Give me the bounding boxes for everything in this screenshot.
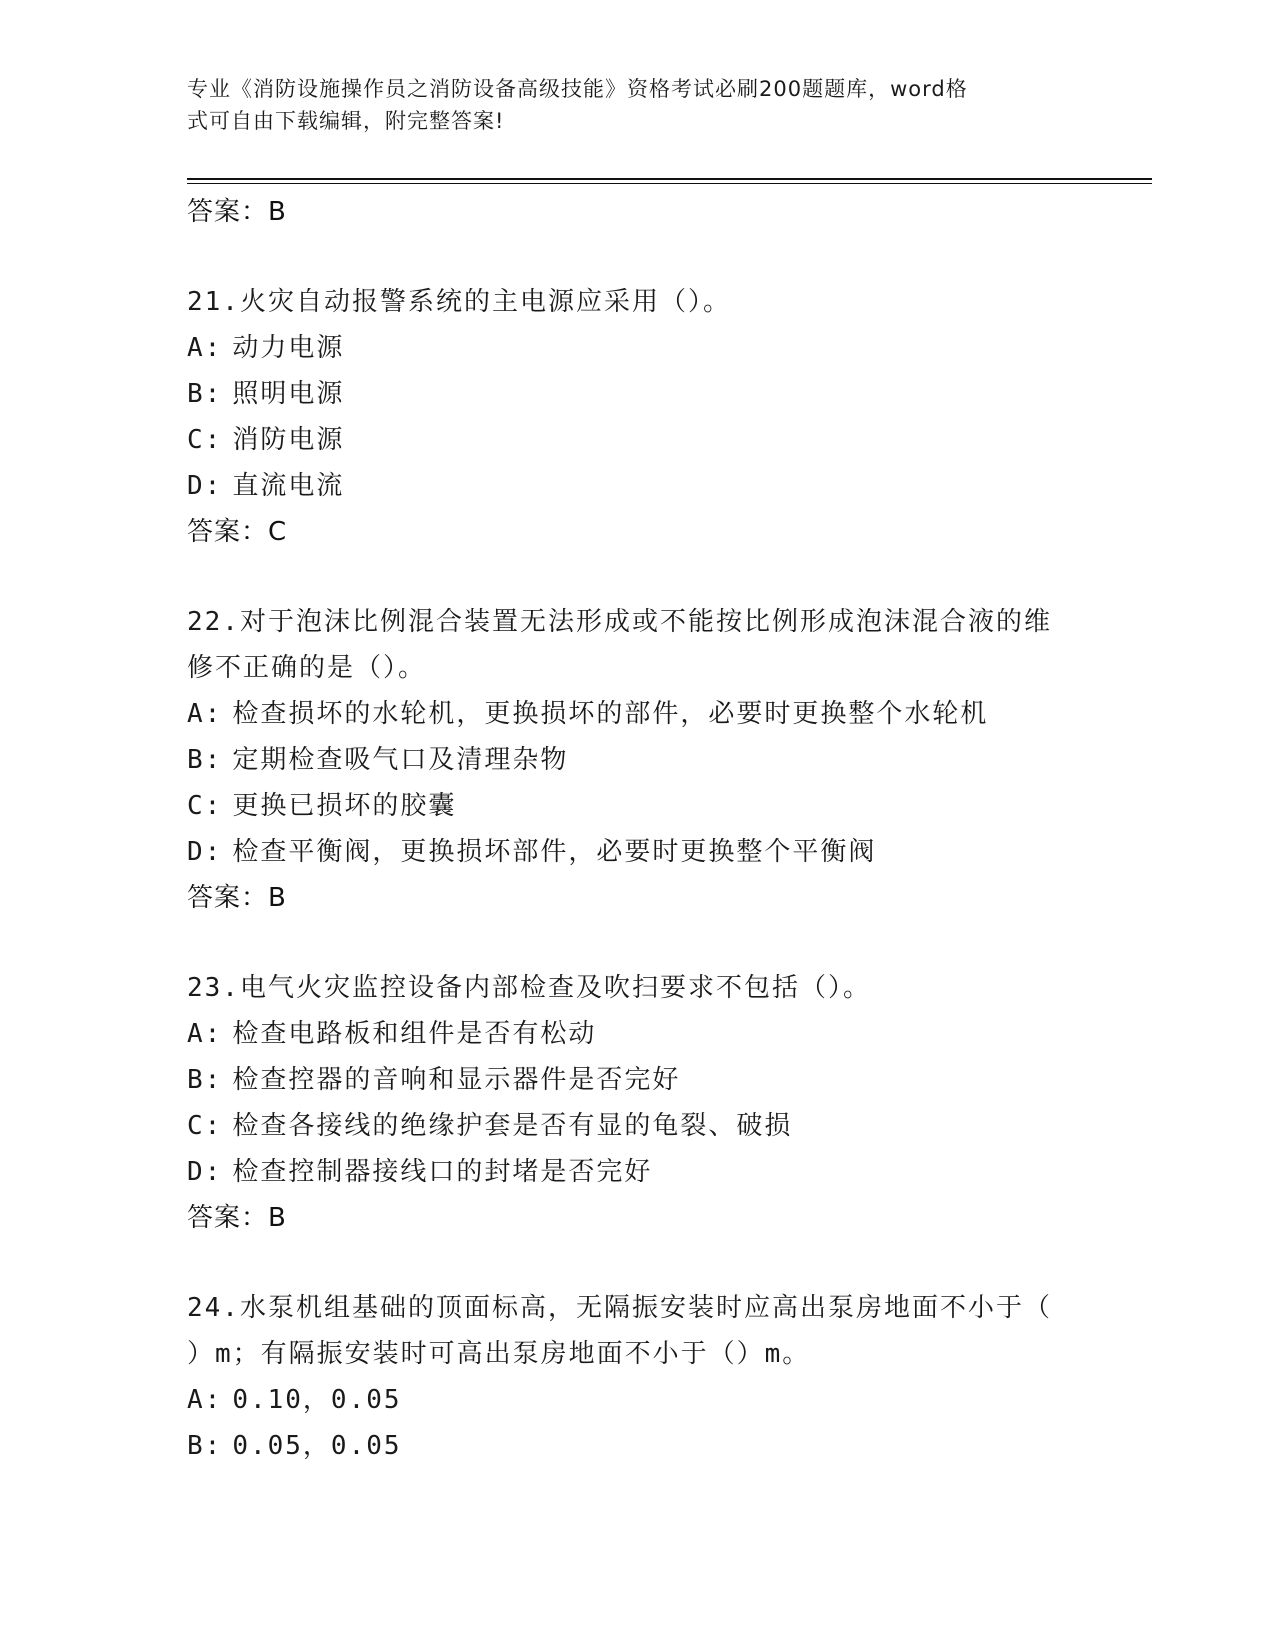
question-21-answer: 答案：C xyxy=(187,517,288,547)
question-22-option-b xyxy=(187,737,1087,783)
option-text: 0.05，0.05 xyxy=(232,1431,402,1461)
option-text: 检查各接线的绝缘护套是否有显的龟裂、破损 xyxy=(232,1111,793,1141)
question-24-option-b xyxy=(187,1423,1087,1469)
document-body xyxy=(187,189,1087,1469)
option-text: 消防电源 xyxy=(232,425,345,455)
question-22-text-line-1: 22.对于泡沫比例混合装置无法形成或不能按比例形成泡沫混合液的维 xyxy=(187,607,1052,637)
option-text: 0.10，0.05 xyxy=(232,1385,402,1415)
option-text: 照明电源 xyxy=(232,379,345,409)
option-key: B: xyxy=(187,379,223,409)
option-text: 检查控器的音响和显示器件是否完好 xyxy=(232,1065,681,1095)
option-text: 定期检查吸气口及清理杂物 xyxy=(232,745,569,775)
question-23-text: 23.电气火灾监控设备内部检查及吹扫要求不包括（）。 xyxy=(187,973,871,1003)
option-text: 检查平衡阀，更换损坏部件，必要时更换整个平衡阀 xyxy=(232,837,877,867)
question-23 xyxy=(187,965,1087,1241)
spacer xyxy=(187,235,1087,279)
question-23-option-c xyxy=(187,1103,1087,1149)
question-22-option-d xyxy=(187,829,1087,875)
question-21-text: 21.火灾自动报警系统的主电源应采用（）。 xyxy=(187,287,731,317)
spacer xyxy=(187,1241,1087,1285)
question-21 xyxy=(187,279,1087,555)
question-22-text-line-2: 修不正确的是（）。 xyxy=(187,653,427,683)
option-key: D: xyxy=(187,837,223,867)
option-text: 直流电流 xyxy=(232,471,345,501)
option-key: A: xyxy=(187,699,223,729)
option-text: 检查电路板和组件是否有松动 xyxy=(232,1019,597,1049)
question-21-option-c xyxy=(187,417,1087,463)
option-key: A: xyxy=(187,1385,223,1415)
question-21-option-a xyxy=(187,325,1087,371)
question-22-option-c xyxy=(187,783,1087,829)
option-key: D: xyxy=(187,1157,223,1187)
option-key: C: xyxy=(187,425,223,455)
question-21-option-b xyxy=(187,371,1087,417)
header-line-1: 专业《消防设施操作员之消防设备高级技能》资格考试必刷200题题库，word格 xyxy=(187,77,968,101)
option-key: B: xyxy=(187,745,223,775)
option-key: C: xyxy=(187,1111,223,1141)
question-24 xyxy=(187,1285,1087,1469)
option-text: 检查控制器接线口的封堵是否完好 xyxy=(232,1157,653,1187)
question-24-text-line-2: ）m；有隔振安装时可高出泵房地面不小于（）m。 xyxy=(187,1339,811,1369)
header-line-2: 式可自由下载编辑，附完整答案! xyxy=(187,109,505,133)
question-23-option-d xyxy=(187,1149,1087,1195)
header-rule-thin xyxy=(187,183,1152,184)
question-22-option-a xyxy=(187,691,1087,737)
option-key: B: xyxy=(187,1065,223,1095)
question-22 xyxy=(187,599,1087,921)
question-23-option-a xyxy=(187,1011,1087,1057)
option-key: D: xyxy=(187,471,223,501)
answer-previous: 答案：B xyxy=(187,197,287,227)
page-header xyxy=(187,73,1067,137)
option-text: 动力电源 xyxy=(232,333,345,363)
option-key: C: xyxy=(187,791,223,821)
question-24-option-a xyxy=(187,1377,1087,1423)
option-text: 检查损坏的水轮机，更换损坏的部件，必要时更换整个水轮机 xyxy=(232,699,989,729)
question-22-answer: 答案：B xyxy=(187,883,287,913)
option-text: 更换已损坏的胶囊 xyxy=(232,791,457,821)
question-23-option-b xyxy=(187,1057,1087,1103)
question-24-text-line-1: 24.水泵机组基础的顶面标高，无隔振安装时应高出泵房地面不小于（ xyxy=(187,1293,1052,1323)
spacer xyxy=(187,555,1087,599)
option-key: A: xyxy=(187,333,223,363)
question-23-answer: 答案：B xyxy=(187,1203,287,1233)
spacer xyxy=(187,921,1087,965)
header-rule-thick xyxy=(187,178,1152,180)
option-key: B: xyxy=(187,1431,223,1461)
option-key: A: xyxy=(187,1019,223,1049)
question-21-option-d xyxy=(187,463,1087,509)
